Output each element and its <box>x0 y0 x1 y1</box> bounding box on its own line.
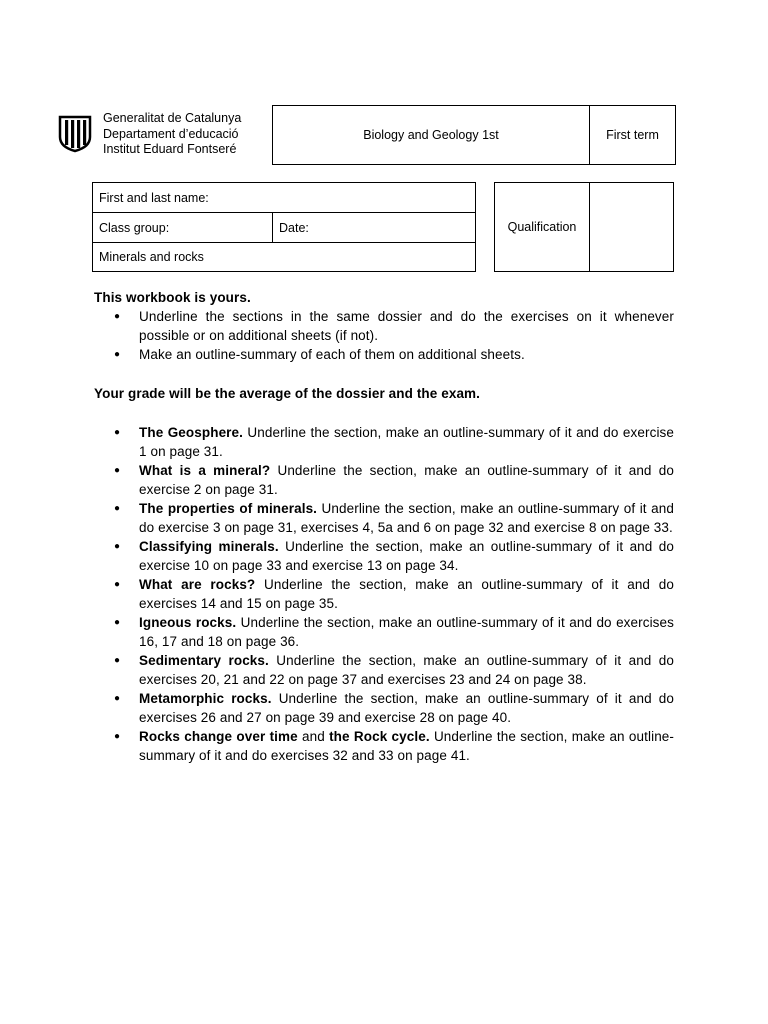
subject-title: Biology and Geology 1st <box>273 106 590 164</box>
institution-line-2: Departament d’educació <box>103 126 239 141</box>
group-date-row <box>93 213 475 243</box>
section-text: Underline the section, make an outline-summary of it and do exercise 10 on page 33 and exercise 13 on page 34. <box>139 539 674 573</box>
term-label: First term <box>606 128 659 142</box>
section-text: Underline the section, make an outline-summary of it and do exercise 2 on page 31. <box>139 463 674 497</box>
list-item <box>94 689 674 727</box>
header-box <box>272 105 676 165</box>
list-item <box>94 575 674 613</box>
intro-list <box>94 307 674 364</box>
section-title: The Geosphere. <box>139 425 243 440</box>
topic-row <box>93 243 475 271</box>
section-text: Underline the section, make an outline-summary of it and do exercise 1 on page 31. <box>139 425 675 459</box>
list-item <box>94 651 674 689</box>
list-item <box>94 499 674 537</box>
section-text: Underline the section, make an outline-summary of it and do exercises 20, 21 and 22 on page 37 and exercises 23 and 24 on page 38. <box>139 653 675 687</box>
intro-heading: This workbook is yours. <box>94 290 251 305</box>
section-title: the Rock cycle. <box>329 729 430 744</box>
section-title: Metamorphic rocks. <box>139 691 272 706</box>
qualification-box <box>494 182 674 272</box>
list-item <box>94 537 674 575</box>
section-title: What is a mineral? <box>139 463 271 478</box>
name-field[interactable]: First and last name: <box>99 190 209 205</box>
section-text: Underline the section, make an outline-summary of it and do exercise 3 on page 31, exercises 4, 5a and 6 on page 32 and exercise 8 on page 33. <box>139 501 674 535</box>
topic-label: Minerals and rocks <box>99 250 204 264</box>
grade-note: Your grade will be the average of the dossier and the exam. <box>94 386 481 401</box>
section-title: Igneous rocks. <box>139 615 237 630</box>
student-info-table <box>92 182 476 272</box>
list-item <box>94 461 674 499</box>
section-text: Underline the section, make an outline-summary of it and do exercises 16, 17 and 18 on page 36. <box>139 615 674 649</box>
section-title: The properties of minerals. <box>139 501 318 516</box>
name-row <box>93 183 475 213</box>
institution-line-1: Generalitat de Catalunya <box>103 111 242 125</box>
sections-list <box>94 423 674 765</box>
institution-line-3: Institut Eduard Fontseré <box>103 142 237 156</box>
date-field[interactable]: Date: <box>279 220 309 235</box>
section-text: Underline the section, make an outline-summary of it and do exercises 14 and 15 on page 35. <box>139 577 674 611</box>
class-group-field[interactable]: Class group: <box>93 213 273 242</box>
section-title: What are rocks? <box>139 577 256 592</box>
instructions-content <box>94 288 674 765</box>
list-item: ● Underline the sections in the same dossier and do the exercises on it whenever possible or on additional sheets (if not). <box>94 307 674 345</box>
list-item <box>94 727 674 765</box>
list-item <box>94 613 674 651</box>
list-item <box>94 423 674 461</box>
section-title: Rocks change over time <box>139 729 298 744</box>
section-text: Underline the section, make an outline-summary of it and do exercises 32 and 33 on page 41. <box>139 729 675 763</box>
qualification-label: Qualification <box>495 183 590 271</box>
list-item: ● Make an outline-summary of each of them on additional sheets. <box>94 345 674 364</box>
institution-block <box>103 111 241 158</box>
section-title: Classifying minerals. <box>139 539 279 554</box>
section-joiner: and <box>297 729 330 744</box>
qualification-field[interactable] <box>590 183 673 271</box>
generalitat-logo-icon <box>56 113 94 153</box>
section-text: Underline the section, make an outline-summary of it and do exercises 26 and 27 on page 39 and exercise 28 on page 40. <box>139 691 674 725</box>
section-title: Sedimentary rocks. <box>139 653 269 668</box>
